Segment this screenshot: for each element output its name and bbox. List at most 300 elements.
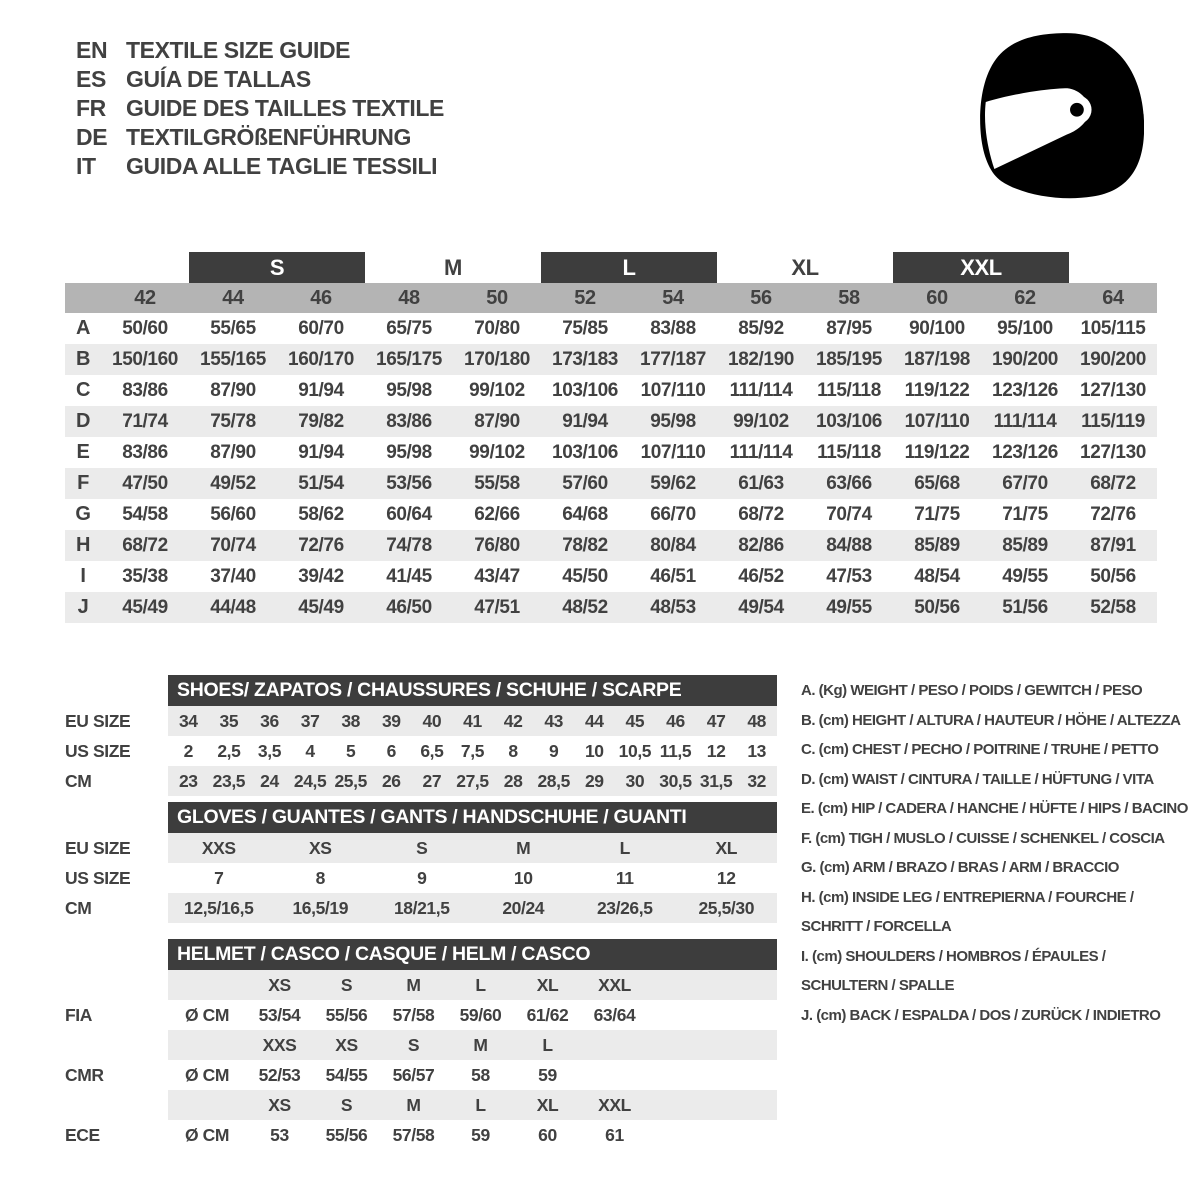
- helmet-values: [168, 1060, 777, 1090]
- size-value: 64/68: [562, 503, 608, 525]
- size-value: 83/86: [122, 379, 168, 401]
- size-value: 40: [422, 710, 442, 731]
- measurement-row-g: [65, 499, 1157, 530]
- size-value: 190/200: [1080, 348, 1146, 370]
- language-row: [76, 94, 444, 123]
- size-value: 50/60: [122, 317, 168, 339]
- size-value: 57/58: [392, 1004, 435, 1025]
- size-value: 63/66: [826, 472, 872, 494]
- row-label: CM: [65, 770, 92, 791]
- legend-key: C.: [801, 741, 819, 758]
- size-value: 150/160: [112, 348, 178, 370]
- size-value: 111/114: [729, 441, 793, 463]
- size-value: 85/89: [914, 534, 960, 556]
- diameter-unit: Ø CM: [184, 1004, 230, 1025]
- size-value: 47/53: [826, 565, 872, 587]
- measurement-row-j: [65, 592, 1157, 623]
- spacer: [168, 1030, 246, 1060]
- helmet-size-labels: [168, 1030, 777, 1060]
- size-value: 72/76: [298, 534, 344, 556]
- row-letter: D: [75, 410, 91, 432]
- spacer: [65, 1030, 168, 1060]
- size-value: 66/70: [650, 503, 696, 525]
- size-value: 23,5: [212, 770, 246, 791]
- legend-item: [801, 706, 1195, 736]
- size-value: 165/175: [376, 348, 442, 370]
- row-letter: J: [77, 596, 89, 618]
- size-value: 43: [544, 710, 564, 731]
- size-value: 25,5: [334, 770, 367, 791]
- guide-title: TEXTILE SIZE GUIDE: [126, 37, 351, 63]
- size-value: 59/60: [459, 1004, 502, 1025]
- size-value: 50/56: [1090, 565, 1136, 587]
- size-value: 49/55: [1002, 565, 1048, 587]
- shoes-table-title: SHOES/ ZAPATOS / CHAUSSURES / SCHUHE / SCARPE: [168, 675, 777, 706]
- table-row: [65, 736, 777, 766]
- size-value: 5: [346, 740, 356, 761]
- size-value: 83/86: [386, 410, 432, 432]
- language-code: DE: [76, 124, 108, 150]
- size-label: L: [475, 974, 486, 995]
- size-value: 91/94: [562, 410, 608, 432]
- legend-key: D.: [801, 770, 819, 788]
- spacer: [65, 675, 168, 706]
- size-value: 58: [471, 1064, 490, 1085]
- row-values: [168, 863, 777, 893]
- legend-unit: (cm): [818, 711, 853, 729]
- row-letter: F: [77, 472, 89, 494]
- size-value: 60: [538, 1124, 557, 1145]
- size-value: 111/114: [993, 410, 1057, 432]
- size-label: XS: [268, 974, 291, 995]
- legend-key: B.: [801, 711, 819, 729]
- size-value: 7: [214, 867, 224, 888]
- helmet-value-row-fia: [65, 1000, 777, 1030]
- gloves-table-title: GLOVES / GUANTES / GANTS / HANDSCHUHE / GUANTI: [168, 802, 777, 833]
- size-label: S: [407, 1034, 420, 1055]
- legend-text: HEIGHT / ALTURA / HAUTEUR / HÖHE / ALTEZZA: [852, 711, 1181, 729]
- size-value: 45/50: [562, 565, 608, 587]
- helmet-values: [168, 1000, 777, 1030]
- size-value: 46: [666, 710, 685, 731]
- legend-unit: (cm): [817, 800, 852, 817]
- size-value: XL: [715, 837, 738, 858]
- size-value: 59: [538, 1064, 557, 1085]
- row-values: [168, 736, 777, 766]
- legend-text: CHEST / PECHO / POITRINE / TRUHE / PETTO: [852, 741, 1159, 758]
- row-letter: E: [76, 441, 90, 463]
- size-value: 105/115: [1080, 317, 1146, 339]
- size-value: 52/58: [1090, 596, 1136, 618]
- size-value: 65/68: [914, 472, 960, 494]
- size-value: 57/60: [562, 472, 608, 494]
- size-value: 7,5: [460, 740, 485, 761]
- guide-title: GUIDE DES TAILLES TEXTILE: [126, 95, 444, 121]
- size-value: XXS: [201, 837, 236, 858]
- numeric-size: 54: [662, 286, 684, 309]
- size-value: 123/126: [992, 441, 1058, 463]
- size-value: 87/90: [474, 410, 520, 432]
- helmet-table-title: HELMET / CASCO / CASQUE / HELM / CASCO: [168, 939, 777, 970]
- row-label: EU SIZE: [65, 710, 131, 731]
- size-value: 37/40: [210, 565, 256, 587]
- numeric-size: 64: [1102, 286, 1124, 309]
- size-value: 95/100: [997, 317, 1053, 339]
- legend-unit: (cm): [815, 829, 849, 847]
- size-value: 78/82: [562, 534, 608, 556]
- helmet-value-row-ece: [65, 1120, 777, 1150]
- size-value: 34: [178, 710, 198, 731]
- size-value: 76/80: [474, 534, 520, 556]
- size-value: 11: [615, 867, 634, 888]
- size-value: 41/45: [386, 565, 432, 587]
- size-value: 95/98: [650, 410, 696, 432]
- language-code: IT: [76, 153, 96, 179]
- size-value: 47/51: [474, 596, 520, 618]
- numeric-size: 56: [750, 286, 772, 309]
- measurement-row-f: [65, 468, 1157, 499]
- size-value: 61: [605, 1124, 624, 1145]
- size-value: 56/60: [210, 503, 256, 525]
- size-value: 95/98: [386, 441, 432, 463]
- size-value: 103/106: [552, 441, 618, 463]
- size-value: 59/62: [650, 472, 696, 494]
- size-value: 27,5: [456, 770, 489, 791]
- size-value: 27: [422, 770, 442, 791]
- size-value: 30,5: [659, 770, 692, 791]
- size-value: 8: [315, 867, 325, 888]
- size-value: 31,5: [699, 770, 733, 791]
- measurement-row-b: [65, 344, 1157, 375]
- row-letter: B: [75, 348, 91, 370]
- language-row: [76, 152, 444, 181]
- diameter-unit: Ø CM: [184, 1124, 230, 1145]
- legend-key: I.: [801, 947, 813, 965]
- legend-item: [801, 765, 1195, 795]
- size-value: 47/50: [122, 472, 168, 494]
- legend-item: [801, 883, 1195, 942]
- row-letter: G: [75, 503, 91, 525]
- legend-unit: (cm): [819, 859, 853, 876]
- size-value: 48/53: [650, 596, 696, 618]
- size-label: XL: [536, 1094, 559, 1115]
- size-value: 12,5/16,5: [184, 897, 254, 918]
- size-value: 75/78: [210, 410, 256, 432]
- size-value: 68/72: [738, 503, 784, 525]
- numeric-size: 44: [222, 286, 244, 309]
- size-value: L: [619, 837, 630, 858]
- diameter-unit: Ø CM: [184, 1064, 230, 1085]
- size-value: 123/126: [992, 379, 1058, 401]
- size-value: 65/75: [386, 317, 432, 339]
- size-value: 45/49: [298, 596, 344, 618]
- racing-helmet-icon: [972, 26, 1144, 202]
- measurement-row-d: [65, 406, 1157, 437]
- size-value: 70/80: [474, 317, 520, 339]
- size-value: 38: [341, 710, 361, 731]
- measurement-row-e: [65, 437, 1157, 468]
- size-value: 115/118: [817, 441, 881, 463]
- size-value: 36: [260, 710, 279, 731]
- size-group-s: S: [189, 252, 365, 283]
- size-value: 111/114: [729, 379, 793, 401]
- size-value: 53/54: [258, 1004, 301, 1025]
- helmet-size-labels: [168, 970, 777, 1000]
- row-values: [168, 766, 777, 796]
- size-value: 48/54: [914, 565, 960, 587]
- numeric-size: 46: [310, 286, 332, 309]
- size-value: 49/55: [826, 596, 872, 618]
- size-value: 49/54: [738, 596, 784, 618]
- spacer: [168, 970, 246, 1000]
- helmet-size-label-row: [65, 1030, 777, 1060]
- language-row: [76, 36, 444, 65]
- size-value: 35/38: [122, 565, 168, 587]
- legend-key: E.: [801, 800, 818, 817]
- size-value: 49/52: [210, 472, 256, 494]
- size-value: 41: [463, 710, 482, 731]
- language-row: [76, 65, 444, 94]
- size-group-xxl: XXL: [893, 252, 1069, 283]
- size-value: 12: [706, 740, 726, 761]
- size-group-l: L: [541, 252, 717, 283]
- size-value: 55/56: [325, 1124, 368, 1145]
- size-label: XXL: [598, 974, 631, 995]
- size-value: 83/88: [650, 317, 696, 339]
- gloves-rows: [65, 833, 777, 923]
- legend-text: BACK / ESPALDA / DOS / ZURÜCK / INDIETRO: [849, 1006, 1161, 1024]
- size-group-m: M: [444, 254, 462, 280]
- legend-key: J.: [801, 1006, 817, 1024]
- size-value: 9: [549, 740, 559, 761]
- size-value: 45/49: [122, 596, 168, 618]
- legend-item: [801, 942, 1195, 1001]
- size-value: 10: [584, 740, 604, 761]
- size-value: 62/66: [474, 503, 520, 525]
- spacer: [65, 970, 168, 1000]
- size-value: 83/86: [122, 441, 168, 463]
- measurement-row-h: [65, 530, 1157, 561]
- size-value: 39/42: [298, 565, 344, 587]
- size-value: 155/165: [200, 348, 266, 370]
- size-value: 2,5: [217, 740, 241, 761]
- size-value: 70/74: [826, 503, 872, 525]
- size-value: 4: [305, 740, 315, 761]
- guide-title: TEXTILGRÖßENFÜHRUNG: [126, 124, 411, 150]
- size-value: 10: [513, 867, 533, 888]
- size-value: 53: [270, 1124, 289, 1145]
- size-value: 2: [183, 740, 193, 761]
- size-value: 10,5: [618, 740, 652, 761]
- size-value: 55/65: [210, 317, 256, 339]
- size-value: 107/110: [640, 441, 706, 463]
- spacer: [65, 802, 168, 833]
- size-value: 9: [417, 867, 427, 888]
- legend-unit: (cm): [818, 888, 853, 906]
- size-value: 12: [716, 867, 736, 888]
- size-value: 177/187: [640, 348, 706, 370]
- size-value: 50/56: [914, 596, 960, 618]
- guide-title: GUÍA DE TALLAS: [126, 66, 311, 92]
- size-value: 58/62: [298, 503, 344, 525]
- size-value: 60/64: [386, 503, 432, 525]
- spacer: [65, 252, 189, 283]
- legend-text: ARM / BRAZO / BRAS / ARM / BRACCIO: [852, 859, 1119, 876]
- table-row: [65, 833, 777, 863]
- legend-key: G.: [801, 859, 820, 876]
- size-value: 23: [178, 770, 198, 791]
- size-value: 53/56: [386, 472, 432, 494]
- size-label: XXL: [598, 1094, 631, 1115]
- size-value: 103/106: [816, 410, 882, 432]
- size-value: 57/58: [392, 1124, 435, 1145]
- language-row: [76, 123, 444, 152]
- size-label: [581, 1030, 648, 1060]
- size-label: M: [406, 974, 421, 995]
- numeric-size: 50: [486, 286, 508, 309]
- size-value: 24,5: [293, 770, 327, 791]
- size-value: 68/72: [122, 534, 168, 556]
- size-value: 24: [260, 770, 279, 791]
- legend-key: A.: [801, 682, 819, 699]
- size-value: 47: [706, 710, 726, 731]
- size-value: 103/106: [552, 379, 618, 401]
- row-label: US SIZE: [65, 740, 131, 761]
- size-value: 44/48: [210, 596, 256, 618]
- helmet-title-row: [65, 939, 777, 970]
- standard-label: ECE: [65, 1124, 100, 1145]
- row-letter: I: [80, 565, 86, 587]
- helmet-size-label-row: [65, 970, 777, 1000]
- spacer: [65, 1090, 168, 1120]
- table-row: [65, 766, 777, 796]
- size-value: 71/74: [122, 410, 168, 432]
- size-value: 43/47: [474, 565, 520, 587]
- size-value: 67/70: [1002, 472, 1048, 494]
- size-label: M: [473, 1034, 488, 1055]
- size-value: 82/86: [738, 534, 784, 556]
- shoes-size-table: [65, 675, 777, 796]
- size-value: 185/195: [816, 348, 882, 370]
- size-value: 119/122: [904, 441, 970, 463]
- size-value: 85/92: [738, 317, 784, 339]
- row-label: CM: [65, 897, 92, 918]
- guide-title: GUIDA ALLE TAGLIE TESSILI: [126, 153, 438, 179]
- helmet-value-row-cmr: [65, 1060, 777, 1090]
- legend-text: HIP / CADERA / HANCHE / HÜFTE / HIPS / BACINO: [851, 800, 1188, 817]
- textile-size-table: [65, 252, 1157, 623]
- size-value: 61/62: [526, 1004, 569, 1025]
- size-value: S: [416, 837, 428, 858]
- size-value: 99/102: [469, 379, 525, 401]
- language-code: ES: [76, 66, 106, 92]
- size-value: [581, 1060, 648, 1090]
- helmet-values: [168, 1120, 777, 1150]
- size-value: 25,5/30: [698, 897, 755, 918]
- size-value: 59: [471, 1124, 490, 1145]
- legend-unit: (cm): [818, 770, 853, 788]
- size-value: 85/89: [1002, 534, 1048, 556]
- size-value: 28: [503, 770, 523, 791]
- helmet-size-labels: [168, 1090, 777, 1120]
- size-value: 68/72: [1090, 472, 1136, 494]
- size-value: 72/76: [1090, 503, 1136, 525]
- size-value: 70/74: [210, 534, 256, 556]
- spacer: [168, 1090, 246, 1120]
- helmet-size-table: [65, 939, 777, 1150]
- size-value: 91/94: [298, 379, 344, 401]
- size-value: 13: [747, 740, 767, 761]
- size-value: 99/102: [469, 441, 525, 463]
- size-value: 46/51: [650, 565, 696, 587]
- size-value: 170/180: [464, 348, 530, 370]
- size-label: XS: [268, 1094, 291, 1115]
- row-values: [168, 833, 777, 863]
- size-value: 6,5: [420, 740, 444, 761]
- size-value: 56/57: [392, 1064, 435, 1085]
- size-label: L: [475, 1094, 486, 1115]
- size-label: S: [340, 974, 353, 995]
- size-value: 44: [584, 710, 604, 731]
- size-label: S: [340, 1094, 353, 1115]
- size-value: 51/56: [1002, 596, 1048, 618]
- size-value: 95/98: [386, 379, 432, 401]
- size-value: 29: [584, 770, 604, 791]
- size-value: 115/119: [1081, 410, 1145, 432]
- numeric-size: 48: [398, 286, 420, 309]
- size-value: 127/130: [1080, 379, 1146, 401]
- size-value: M: [516, 837, 531, 858]
- size-value: 63/64: [593, 1004, 636, 1025]
- row-values: [168, 706, 777, 736]
- size-value: 45: [625, 710, 645, 731]
- legend-text: INSIDE LEG / ENTREPIERNA / FOURCHE / SCHRITT / FORCELLA: [801, 888, 1138, 935]
- measurement-row-c: [65, 375, 1157, 406]
- size-value: 60/70: [298, 317, 344, 339]
- size-group-xl: XL: [791, 254, 819, 280]
- size-value: 28,5: [537, 770, 570, 791]
- size-value: 37: [300, 710, 320, 731]
- row-letter: H: [75, 534, 91, 556]
- size-value: 71/75: [1002, 503, 1048, 525]
- legend-item: [801, 735, 1195, 765]
- language-code: EN: [76, 37, 108, 63]
- size-label: L: [542, 1034, 553, 1055]
- measurement-row-i: [65, 561, 1157, 592]
- numeric-size-row: [65, 283, 1157, 313]
- row-letter: C: [75, 379, 91, 401]
- size-value: 16,5/19: [292, 897, 349, 918]
- numeric-size: 60: [926, 286, 948, 309]
- size-value: 190/200: [992, 348, 1058, 370]
- size-value: 54/58: [122, 503, 168, 525]
- legend-text: WEIGHT / PESO / POIDS / GEWITCH / PESO: [850, 682, 1143, 699]
- spacer: [1069, 252, 1157, 283]
- size-value: 87/95: [826, 317, 872, 339]
- legend-unit: (cm): [816, 1006, 850, 1024]
- table-row: [65, 893, 777, 923]
- size-value: 32: [747, 770, 767, 791]
- size-group-header-row: [65, 252, 1157, 283]
- gloves-title-row: [65, 802, 777, 833]
- numeric-size: 52: [574, 286, 596, 309]
- size-value: 107/110: [640, 379, 706, 401]
- gloves-size-table: [65, 802, 777, 923]
- legend-unit: (cm): [818, 741, 853, 758]
- legend-unit: (Kg): [818, 682, 851, 699]
- size-value: 91/94: [298, 441, 344, 463]
- spacer: [65, 939, 168, 970]
